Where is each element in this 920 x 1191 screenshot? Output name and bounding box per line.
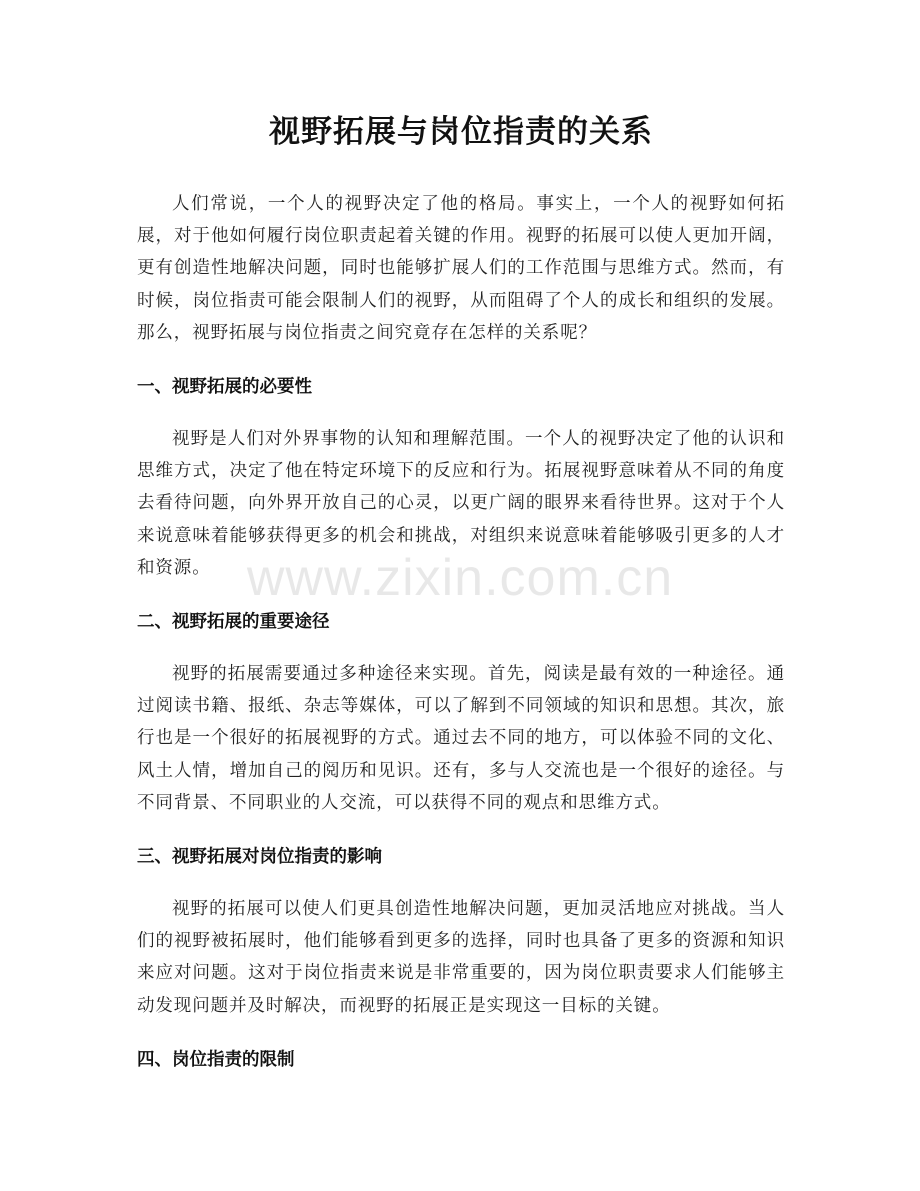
watermark: www.zixin.com.cn <box>246 549 674 607</box>
section-body-2: 视野的拓展需要通过多种途径来实现。首先，阅读是最有效的一种途径。通过阅读书籍、报纸、杂志等媒体，可以了解到不同领域的知识和思想。其次，旅行也是一个很好的拓展视野的方式。通过去不同的地方，可以体验不同的文化、风土人情，增加自己的阅历和见识。还有，多与人交流也是一个很好的途径。与不同背景、不同职业的人交流，可以获得不同的观点和思维方式。 <box>137 664 785 813</box>
section-body-1: 视野是人们对外界事物的认知和理解范围。一个人的视野决定了他的认识和思维方式，决定了他在特定环境下的反应和行为。拓展视野意味着从不同的角度去看待问题，向外界开放自己的心灵，以更广阔的眼界来看待世界。这对于个人来说意味着能够获得更多的机会和挑战，对组织来说意味着能够吸引更多的人才和资源。 <box>137 429 785 578</box>
intro-paragraph: 人们常说，一个人的视野决定了他的格局。事实上，一个人的视野如何拓展，对于他如何履行岗位职责起着关键的作用。视野的拓展可以使人更加开阔，更有创造性地解决问题，同时也能够扩展人们的工作范围与思维方式。然而，有时候，岗位指责可能会限制人们的视野，从而阻碍了个人的成长和组织的发展。那么，视野拓展与岗位指责之间究竟存在怎样的关系呢？ <box>137 194 785 343</box>
section-body-3: 视野的拓展可以使人们更具创造性地解决问题，更加灵活地应对挑战。当人们的视野被拓展时，他们能够看到更多的选择，同时也具备了更多的资源和知识来应对问题。这对于岗位指责来说是非常重要的，因为岗位职责要求人们能够主动发现问题并及时解决，而视野的拓展正是实现这一目标的关键。 <box>137 899 785 1016</box>
section-heading-4: 四、岗位指责的限制 <box>137 1049 295 1070</box>
section-heading-1: 一、视野拓展的必要性 <box>137 377 312 398</box>
section-heading-2: 二、视野拓展的重要途径 <box>137 612 330 633</box>
page-title: 视野拓展与岗位指责的关系 <box>269 114 653 150</box>
section-heading-3: 三、视野拓展对岗位指责的影响 <box>137 847 382 868</box>
